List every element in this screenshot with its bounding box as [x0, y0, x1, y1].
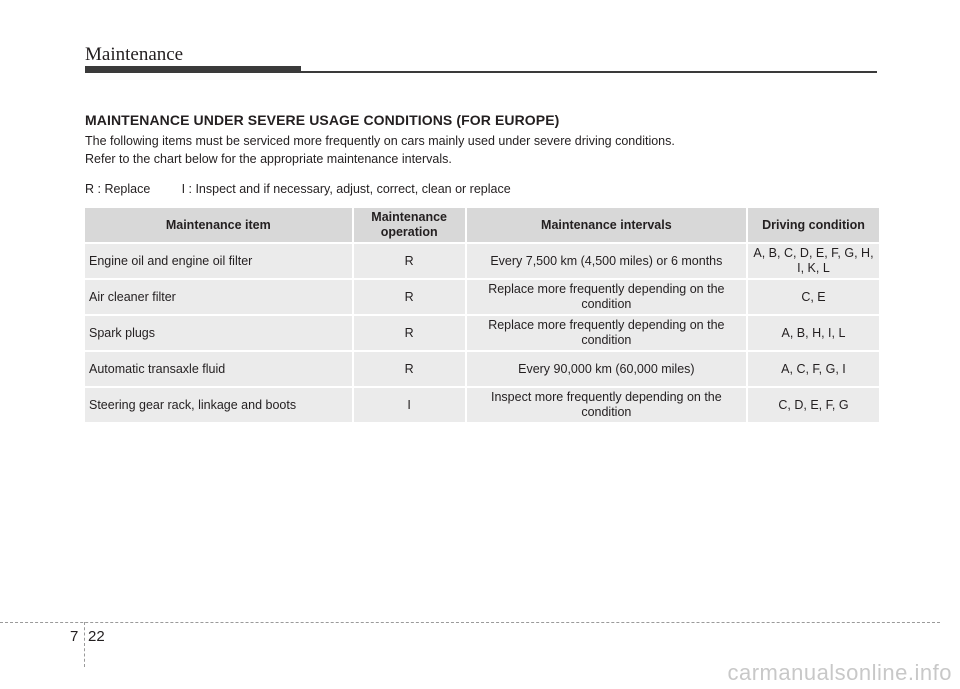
cell-item: Air cleaner filter [85, 280, 352, 314]
header-maintenance-intervals: Maintenance intervals [467, 208, 746, 242]
cell-interval: Replace more frequently depending on the condition [467, 316, 746, 350]
table-row [85, 388, 879, 422]
intro-line: The following items must be serviced more frequently on cars mainly used under severe driving conditions. [85, 134, 675, 148]
intro-line: Refer to the chart below for the appropriate maintenance intervals. [85, 152, 452, 166]
maintenance-table [83, 206, 881, 424]
table-header-row [85, 208, 879, 242]
cell-operation: R [354, 244, 465, 278]
cell-interval: Every 7,500 km (4,500 miles) or 6 months [467, 244, 746, 278]
cell-interval: Replace more frequently depending on the condition [467, 280, 746, 314]
table-row [85, 352, 879, 386]
watermark-text: carmanualsonline.info [727, 660, 952, 685]
intro-text [85, 132, 885, 168]
cell-item: Steering gear rack, linkage and boots [85, 388, 352, 422]
cell-operation: R [354, 352, 465, 386]
cell-condition: C, D, E, F, G [748, 388, 879, 422]
cell-operation: R [354, 280, 465, 314]
cell-operation: R [354, 316, 465, 350]
footer-divider [0, 622, 940, 623]
header-maintenance-item: Maintenance item [85, 208, 352, 242]
header-rule-thin [301, 71, 877, 73]
cell-item: Spark plugs [85, 316, 352, 350]
table-row [85, 316, 879, 350]
cell-interval: Every 90,000 km (60,000 miles) [467, 352, 746, 386]
header-maintenance-operation: Maintenance operation [354, 208, 465, 242]
section-heading: MAINTENANCE UNDER SEVERE USAGE CONDITIONS (FOR EUROPE) [85, 112, 560, 128]
cell-interval: Inspect more frequently depending on the condition [467, 388, 746, 422]
page-number: 22 [88, 628, 105, 645]
legend-text: R : Replace I : Inspect and if necessary, adjust, correct, clean or replace [85, 182, 511, 196]
header-rule-thick [85, 66, 301, 73]
cell-condition: A, B, C, D, E, F, G, H, I, K, L [748, 244, 879, 278]
cell-item: Automatic transaxle fluid [85, 352, 352, 386]
table-row [85, 244, 879, 278]
cell-condition: A, C, F, G, I [748, 352, 879, 386]
cell-operation: I [354, 388, 465, 422]
page-header-title: Maintenance [85, 44, 184, 65]
cell-item: Engine oil and engine oil filter [85, 244, 352, 278]
cell-condition: C, E [748, 280, 879, 314]
chapter-number: 7 [70, 628, 79, 645]
cell-condition: A, B, H, I, L [748, 316, 879, 350]
table-row [85, 280, 879, 314]
header-driving-condition: Driving condition [748, 208, 879, 242]
footer-page-separator [84, 622, 85, 667]
